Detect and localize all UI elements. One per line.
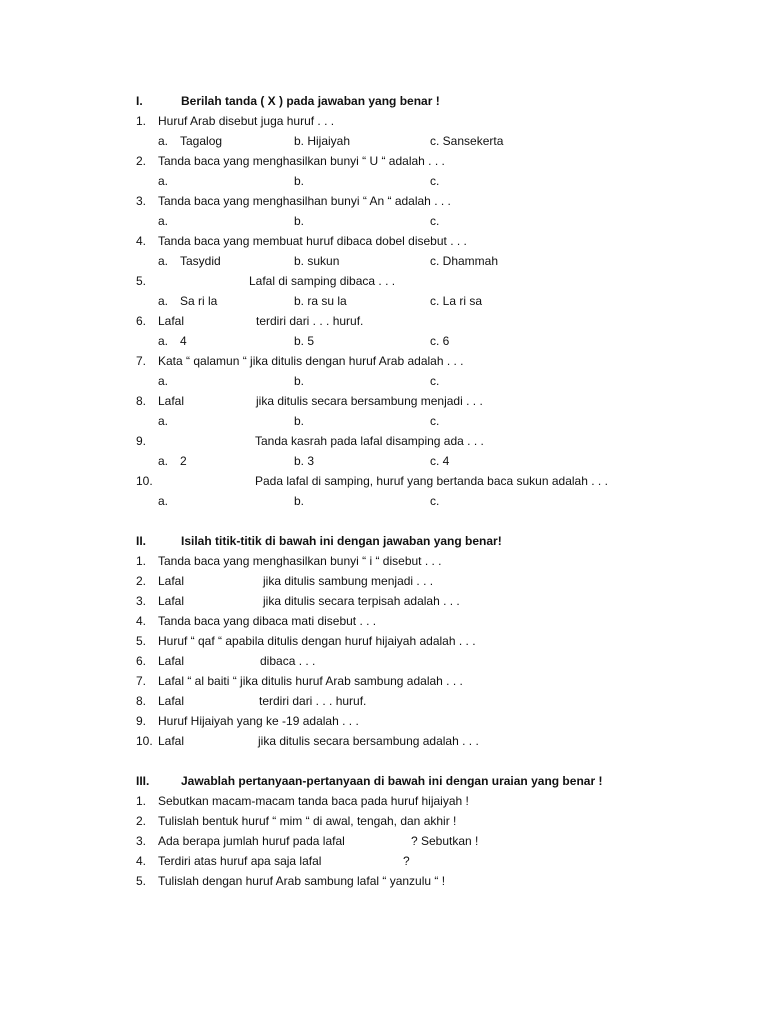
item-text: Sebutkan macam-macam tanda baca pada huruf hijaiyah ! xyxy=(158,794,469,808)
question-text: Lafal di samping dibaca . . . xyxy=(249,274,396,288)
option-a-label: a. xyxy=(158,334,169,348)
section-numeral: II. xyxy=(136,534,147,548)
item-number: 9. xyxy=(136,714,147,728)
item-text-end: ? Sebutkan ! xyxy=(411,834,479,848)
question-text-end: jika ditulis secara bersambung menjadi . . . xyxy=(256,394,483,408)
item-number: 3. xyxy=(136,834,147,848)
item-text-end: ? xyxy=(403,854,410,868)
item-number: 2. xyxy=(136,574,147,588)
option-c: c. 6 xyxy=(430,334,450,348)
option-a-text: Tagalog xyxy=(180,134,223,148)
option-a-label: a. xyxy=(158,294,169,308)
question-number: 4. xyxy=(136,234,147,248)
section-instruction: Berilah tanda ( X ) pada jawaban yang benar ! xyxy=(181,94,440,108)
question-number: 5. xyxy=(136,274,147,288)
option-a-label: a. xyxy=(158,414,169,428)
question-text-end: terdiri dari . . . huruf. xyxy=(256,314,364,328)
question-number: 6. xyxy=(136,314,147,328)
item-number: 6. xyxy=(136,654,147,668)
option-b: b. xyxy=(294,174,305,188)
question-text-start: Lafal xyxy=(158,394,185,408)
option-b: b. xyxy=(294,374,305,388)
question-text: Tanda kasrah pada lafal disamping ada . . . xyxy=(255,434,484,448)
option-c: c. 4 xyxy=(430,454,450,468)
item-text: Tulislah dengan huruf Arab sambung lafal “ yanzulu “ ! xyxy=(158,874,446,888)
question-text: Pada lafal di samping, huruf yang bertanda baca sukun adalah . . . xyxy=(255,474,608,488)
question-text: Tanda baca yang menghasilkan bunyi “ U “ adalah . . . xyxy=(158,154,445,168)
item-text: Lafal “ al baiti “ jika ditulis huruf Arab sambung adalah . . . xyxy=(158,674,463,688)
option-a-text: Sa ri la xyxy=(180,294,218,308)
option-a-label: a. xyxy=(158,214,169,228)
option-b: b. xyxy=(294,214,305,228)
item-number: 3. xyxy=(136,594,147,608)
item-text-end: jika ditulis secara bersambung adalah . . . xyxy=(258,734,479,748)
option-c: c. xyxy=(430,174,440,188)
item-text-end: dibaca . . . xyxy=(260,654,316,668)
option-c: c. xyxy=(430,494,440,508)
item-number: 10. xyxy=(136,734,153,748)
option-b: b. 5 xyxy=(294,334,315,348)
question-number: 3. xyxy=(136,194,147,208)
item-number: 4. xyxy=(136,854,147,868)
section-numeral: III. xyxy=(136,774,150,788)
option-c: c. xyxy=(430,374,440,388)
option-c: c. xyxy=(430,214,440,228)
option-a-text: Tasydid xyxy=(180,254,221,268)
section-instruction: Isilah titik-titik di bawah ini dengan jawaban yang benar! xyxy=(181,534,502,548)
question-number: 1. xyxy=(136,114,147,128)
option-a-text: 2 xyxy=(180,454,187,468)
option-a-label: a. xyxy=(158,374,169,388)
item-text-start: Terdiri atas huruf apa saja lafal xyxy=(158,854,322,868)
item-number: 5. xyxy=(136,634,147,648)
option-b: b. ra su la xyxy=(294,294,347,308)
question-number: 2. xyxy=(136,154,147,168)
question-text: Tanda baca yang membuat huruf dibaca dobel disebut . . . xyxy=(158,234,467,248)
option-a-label: a. xyxy=(158,454,169,468)
item-text-end: jika ditulis secara terpisah adalah . . . xyxy=(263,594,460,608)
item-text-start: Lafal xyxy=(158,694,185,708)
option-b: b. xyxy=(294,494,305,508)
item-text: Tanda baca yang menghasilkan bunyi “ i “ disebut . . . xyxy=(158,554,442,568)
item-number: 1. xyxy=(136,794,147,808)
question-text: Kata “ qalamun “ jika ditulis dengan huruf Arab adalah . . . xyxy=(158,354,464,368)
option-b: b. 3 xyxy=(294,454,315,468)
question-text: Huruf Arab disebut juga huruf . . . xyxy=(158,114,335,128)
option-a-label: a. xyxy=(158,494,169,508)
item-text-start: Ada berapa jumlah huruf pada lafal xyxy=(158,834,345,848)
question-number: 8. xyxy=(136,394,147,408)
item-text-start: Lafal xyxy=(158,574,185,588)
section-instruction: Jawablah pertanyaan-pertanyaan di bawah ini dengan uraian yang benar ! xyxy=(181,774,603,788)
item-text: Huruf Hijaiyah yang ke -19 adalah . . . xyxy=(158,714,359,728)
item-text-end: terdiri dari . . . huruf. xyxy=(259,694,367,708)
item-text-start: Lafal xyxy=(158,734,185,748)
option-a-label: a. xyxy=(158,174,169,188)
section-numeral: I. xyxy=(136,94,143,108)
question-number: 10. xyxy=(136,474,153,488)
option-c: c. La ri sa xyxy=(430,294,483,308)
option-b: b. xyxy=(294,414,305,428)
item-text: Tanda baca yang dibaca mati disebut . . . xyxy=(158,614,377,628)
item-number: 8. xyxy=(136,694,147,708)
item-number: 5. xyxy=(136,874,147,888)
item-number: 1. xyxy=(136,554,147,568)
question-text: Tanda baca yang menghasilhan bunyi “ An “ adalah . . . xyxy=(158,194,451,208)
item-text-end: jika ditulis sambung menjadi . . . xyxy=(263,574,434,588)
option-a-label: a. xyxy=(158,254,169,268)
question-text-start: Lafal xyxy=(158,314,185,328)
item-number: 2. xyxy=(136,814,147,828)
item-text-start: Lafal xyxy=(158,594,185,608)
option-b: b. sukun xyxy=(294,254,340,268)
option-a-label: a. xyxy=(158,134,169,148)
option-c: c. xyxy=(430,414,440,428)
item-text-start: Lafal xyxy=(158,654,185,668)
option-a-text: 4 xyxy=(180,334,187,348)
item-number: 4. xyxy=(136,614,147,628)
question-number: 7. xyxy=(136,354,147,368)
item-text: Tulislah bentuk huruf “ mim “ di awal, tengah, dan akhir ! xyxy=(158,814,457,828)
item-text: Huruf “ qaf “ apabila ditulis dengan huruf hijaiyah adalah . . . xyxy=(158,634,476,648)
option-c: c. Sansekerta xyxy=(430,134,504,148)
question-number: 9. xyxy=(136,434,147,448)
option-b: b. Hijaiyah xyxy=(294,134,351,148)
item-number: 7. xyxy=(136,674,147,688)
option-c: c. Dhammah xyxy=(430,254,499,268)
